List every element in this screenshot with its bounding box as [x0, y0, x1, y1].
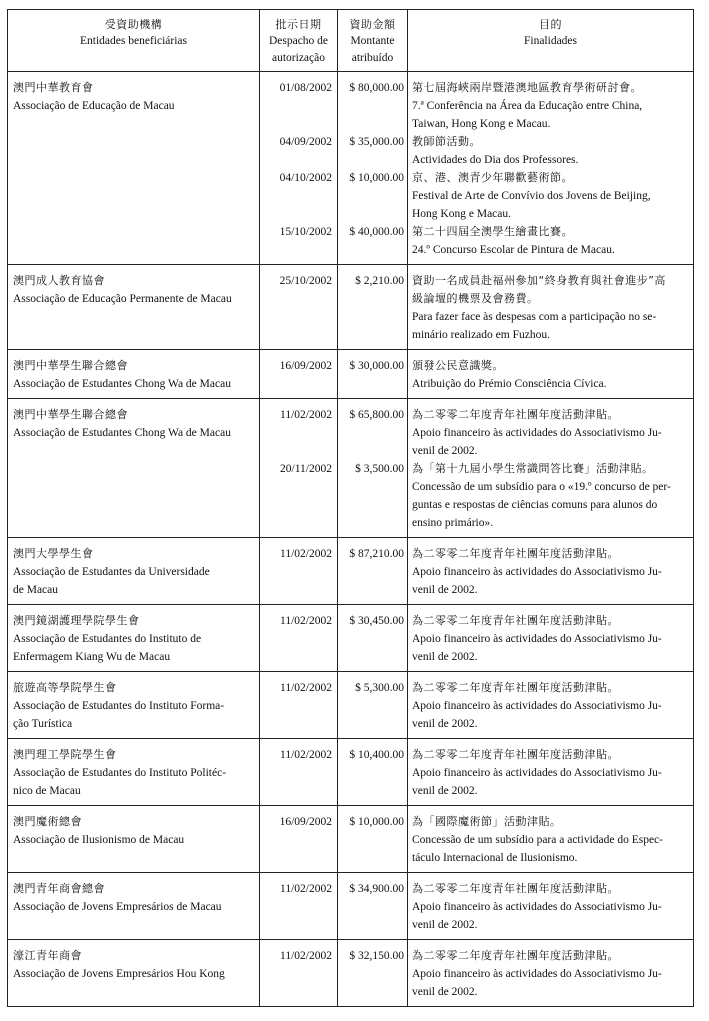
header-entity-zh: 受資助機構 [104, 18, 163, 31]
header-amount [338, 10, 408, 72]
entity-cell [8, 940, 260, 1007]
purpose-cell [408, 873, 694, 940]
header-entity-pt: Entidades beneficiárias [80, 35, 187, 47]
purpose-cell [408, 538, 694, 605]
grant-purpose-line: 為二零零二年度青年社團年度活動津貼。 [412, 614, 619, 627]
entity-name-zh: 旅遊高等學院學生會 [13, 681, 117, 694]
entity-name-zh: 澳門成人教育協會 [13, 274, 105, 287]
table-row [8, 265, 694, 350]
grant-purpose-line: guntas e respostas de ciências comuns para alunos do [412, 499, 658, 511]
entity-name-pt: Associação de Estudantes Chong Wa de Macau [13, 427, 231, 439]
header-entity [8, 10, 260, 72]
header-amount-zh: 資助金額 [349, 18, 396, 31]
entity-cell [8, 806, 260, 873]
grant-amount: $ 10,400.00 [349, 749, 404, 761]
grant-purpose-line: Taiwan, Hong Kong e Macau. [412, 118, 551, 130]
grant-purpose-line: Apoio financeiro às actividades do Associativismo Ju- [412, 633, 662, 645]
date-cell [260, 350, 338, 399]
entity-cell [8, 873, 260, 940]
entity-cell [8, 672, 260, 739]
grants-document [7, 9, 693, 1007]
entity-cell [8, 350, 260, 399]
entity-name-pt: Associação de Jovens Empresários de Macau [13, 901, 222, 913]
amount-cell [338, 739, 408, 806]
grant-amount: $ 30,000.00 [349, 360, 404, 372]
grant-date: 01/08/2002 [279, 82, 332, 94]
amount-cell [338, 873, 408, 940]
grant-purpose-line: venil de 2002. [412, 785, 478, 797]
header-amount-pt-1: Montante [350, 35, 395, 47]
amount-cell [338, 605, 408, 672]
purpose-cell [408, 350, 694, 399]
entity-name-pt: Associação de Estudantes do Instituto Forma- [13, 700, 225, 712]
date-cell [260, 806, 338, 873]
grant-amount: $ 10,000.00 [349, 172, 404, 184]
grant-date: 11/02/2002 [280, 615, 332, 627]
table-body [8, 72, 694, 1007]
grant-purpose-line: Apoio financeiro às actividades do Associativismo Ju- [412, 700, 662, 712]
purpose-cell [408, 739, 694, 806]
table-row [8, 350, 694, 399]
grant-amount: $ 35,000.00 [349, 136, 404, 148]
grant-purpose-line: 為二零零二年度青年社團年度活動津貼。 [412, 681, 619, 694]
entity-name-zh: 澳門理工學院學生會 [13, 748, 117, 761]
grant-date: 11/02/2002 [280, 548, 332, 560]
entity-cell [8, 399, 260, 538]
grant-purpose-line: ensino primário». [412, 517, 494, 529]
grant-purpose-line: 級論壇的機票及會務費。 [412, 292, 539, 305]
grant-date: 20/11/2002 [280, 463, 332, 475]
date-cell [260, 940, 338, 1007]
purpose-cell [408, 672, 694, 739]
grant-purpose-line: venil de 2002. [412, 986, 478, 998]
entity-name-zh: 澳門中華學生聯合總會 [13, 359, 128, 372]
entity-name-zh: 澳門鏡湖護理學院學生會 [13, 614, 140, 627]
purpose-cell [408, 940, 694, 1007]
grant-date: 04/10/2002 [279, 172, 332, 184]
grant-purpose-line: venil de 2002. [412, 718, 478, 730]
purpose-cell [408, 72, 694, 265]
entity-name-pt: Associação de Estudantes do Instituto de [13, 633, 202, 645]
grant-date: 15/10/2002 [279, 226, 332, 238]
amount-cell [338, 806, 408, 873]
grant-purpose-line: 7.ª Conferência na Área da Educação entre China, [412, 100, 643, 112]
grant-purpose-line: Atribuição do Prémio Consciência Cívica. [412, 378, 607, 390]
amount-cell [338, 350, 408, 399]
grant-date: 16/09/2002 [279, 816, 332, 828]
entity-name-pt: Associação de Educação Permanente de Macau [13, 293, 232, 305]
table-row [8, 873, 694, 940]
purpose-cell [408, 265, 694, 350]
grant-purpose-line: 為二零零二年度青年社團年度活動津貼。 [412, 547, 619, 560]
grant-purpose-line: minário realizado em Fuzhou. [412, 329, 550, 341]
grant-date: 11/02/2002 [280, 883, 332, 895]
entity-name-pt: ção Turística [13, 718, 73, 730]
amount-cell [338, 72, 408, 265]
amount-cell [338, 672, 408, 739]
grant-amount: $ 87,210.00 [349, 548, 404, 560]
grant-purpose-line: 教師節活動。 [412, 135, 481, 148]
grant-purpose-line: Concessão de um subsídio para o «19.º concurso de per- [412, 481, 671, 493]
table-row [8, 806, 694, 873]
date-cell [260, 399, 338, 538]
entity-name-pt: Associação de Educação de Macau [13, 100, 175, 112]
table-row [8, 672, 694, 739]
entity-name-pt: de Macau [13, 584, 59, 596]
header-date-pt-1: Despacho de [268, 35, 329, 47]
table-row [8, 940, 694, 1007]
grant-purpose-line: venil de 2002. [412, 584, 478, 596]
grant-purpose-line: Actividades do Dia dos Professores. [412, 154, 579, 166]
grant-amount: $ 80,000.00 [349, 82, 404, 94]
grant-purpose-line: Apoio financeiro às actividades do Associativismo Ju- [412, 901, 662, 913]
grant-purpose-line: 京、港、澳青少年聯歡藝術節。 [412, 171, 573, 184]
grant-date: 11/02/2002 [280, 682, 332, 694]
grant-amount: $ 2,210.00 [355, 275, 404, 287]
purpose-cell [408, 806, 694, 873]
header-purpose-pt: Finalidades [523, 35, 578, 47]
entity-cell [8, 538, 260, 605]
date-cell [260, 672, 338, 739]
entity-name-pt: Associação de Jovens Empresários Hou Kong [13, 968, 225, 980]
purpose-cell [408, 399, 694, 538]
entity-name-zh: 澳門中華教育會 [13, 81, 94, 94]
entity-cell [8, 605, 260, 672]
date-cell [260, 72, 338, 265]
amount-cell [338, 940, 408, 1007]
grant-date: 16/09/2002 [279, 360, 332, 372]
table-row [8, 399, 694, 538]
grant-purpose-line: 資助一名成員赴福州參加“終身教育與社會進步”高 [412, 274, 666, 287]
grant-purpose-line: Festival de Arte de Convívio dos Jovens de Beijing, [412, 190, 651, 202]
grant-purpose-line: 第七屆海峽兩岸暨港澳地區教育學術研討會。 [412, 81, 642, 94]
entity-cell [8, 739, 260, 806]
grant-purpose-line: venil de 2002. [412, 445, 478, 457]
grant-purpose-line: 為二零零二年度青年社團年度活動津貼。 [412, 408, 619, 421]
grant-purpose-line: 第二十四屆全澳學生繪畫比賽。 [412, 225, 573, 238]
entity-name-pt: nico de Macau [13, 785, 81, 797]
grants-table [7, 9, 694, 1007]
date-cell [260, 873, 338, 940]
table-row [8, 739, 694, 806]
header-amount-pt-2: atribuído [351, 52, 394, 64]
entity-cell [8, 265, 260, 350]
grant-purpose-line: Concessão de um subsídio para a actividade do Espec- [412, 834, 664, 846]
grant-purpose-line: táculo Internacional de Ilusionismo. [412, 852, 578, 864]
entity-name-pt: Associação de Estudantes Chong Wa de Macau [13, 378, 231, 390]
header-date [260, 10, 338, 72]
grant-date: 04/09/2002 [279, 136, 332, 148]
grant-date: 11/02/2002 [280, 409, 332, 421]
grant-purpose-line: 為二零零二年度青年社團年度活動津貼。 [412, 882, 619, 895]
amount-cell [338, 265, 408, 350]
table-row [8, 538, 694, 605]
grant-date: 11/02/2002 [280, 749, 332, 761]
entity-name-zh: 澳門大學學生會 [13, 547, 94, 560]
entity-name-pt: Associação de Estudantes do Instituto Politéc- [13, 767, 227, 779]
grant-amount: $ 5,300.00 [355, 682, 404, 694]
date-cell [260, 265, 338, 350]
grant-amount: $ 3,500.00 [355, 463, 404, 475]
entity-cell [8, 72, 260, 265]
entity-name-zh: 濠江青年商會 [13, 949, 82, 962]
entity-name-zh: 澳門中華學生聯合總會 [13, 408, 128, 421]
entity-name-pt: Associação de Ilusionismo de Macau [13, 834, 185, 846]
date-cell [260, 538, 338, 605]
grant-amount: $ 30,450.00 [349, 615, 404, 627]
grant-purpose-line: 24.º Concurso Escolar de Pintura de Macau. [412, 244, 615, 256]
grant-purpose-line: Apoio financeiro às actividades do Associativismo Ju- [412, 427, 662, 439]
date-cell [260, 739, 338, 806]
purpose-cell [408, 605, 694, 672]
grant-purpose-line: 頒發公民意識獎。 [412, 359, 504, 372]
entity-name-pt: Enfermagem Kiang Wu de Macau [13, 651, 171, 663]
grant-purpose-line: 為「國際魔術節」活動津貼。 [412, 815, 562, 828]
grant-amount: $ 10,000.00 [349, 816, 404, 828]
grant-purpose-line: 為「第十九屆小學生常識問答比賽」活動津貼。 [412, 462, 654, 475]
entity-name-zh: 澳門青年商會總會 [13, 882, 105, 895]
amount-cell [338, 399, 408, 538]
entity-name-pt: Associação de Estudantes da Universidade [13, 566, 210, 578]
grant-purpose-line: Para fazer face às despesas com a participação no se- [412, 311, 657, 323]
grant-purpose-line: Apoio financeiro às actividades do Associativismo Ju- [412, 767, 662, 779]
grant-purpose-line: venil de 2002. [412, 919, 478, 931]
grant-purpose-line: Apoio financeiro às actividades do Associativismo Ju- [412, 566, 662, 578]
grant-purpose-line: Apoio financeiro às actividades do Associativismo Ju- [412, 968, 662, 980]
amount-cell [338, 538, 408, 605]
grant-amount: $ 32,150.00 [349, 950, 404, 962]
grant-purpose-line: 為二零零二年度青年社團年度活動津貼。 [412, 949, 619, 962]
grant-amount: $ 34,900.00 [349, 883, 404, 895]
entity-name-zh: 澳門魔術總會 [13, 815, 82, 828]
date-cell [260, 605, 338, 672]
table-row [8, 72, 694, 265]
grant-amount: $ 40,000.00 [349, 226, 404, 238]
table-row [8, 605, 694, 672]
header-row [8, 10, 694, 72]
grant-purpose-line: venil de 2002. [412, 651, 478, 663]
grant-purpose-line: 為二零零二年度青年社團年度活動津貼。 [412, 748, 619, 761]
grant-purpose-line: Hong Kong e Macau. [412, 208, 512, 220]
grant-date: 25/10/2002 [279, 275, 332, 287]
grant-amount: $ 65,800.00 [349, 409, 404, 421]
grant-date: 11/02/2002 [280, 950, 332, 962]
header-purpose [408, 10, 694, 72]
header-purpose-zh: 目的 [539, 18, 562, 31]
header-date-pt-2: autorização [272, 52, 325, 64]
header-date-zh: 批示日期 [275, 18, 322, 31]
